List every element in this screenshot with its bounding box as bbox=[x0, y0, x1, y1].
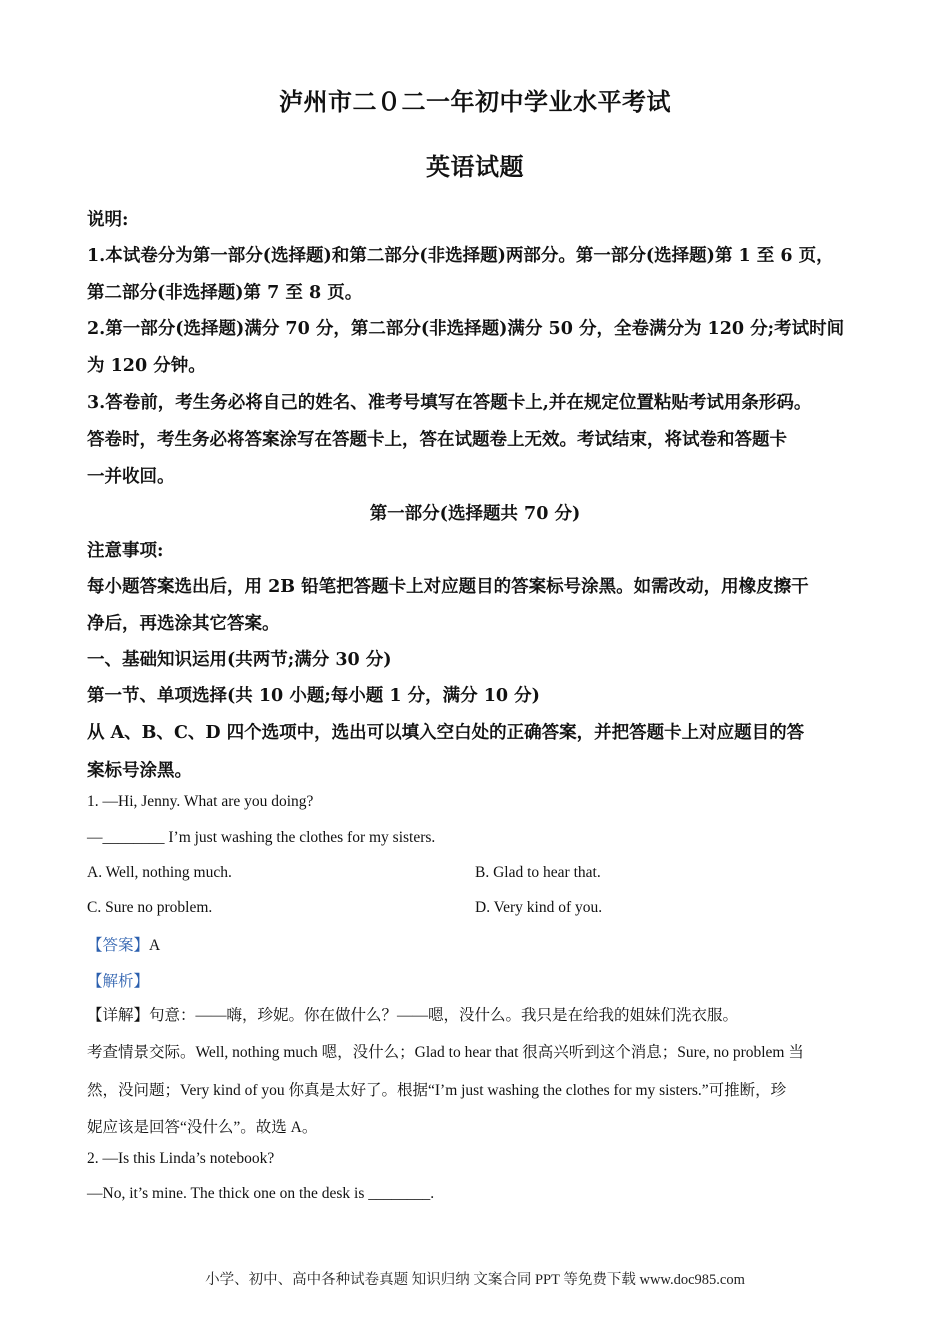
q1-detail bbox=[87, 1003, 867, 1025]
notice-line-1: 每小题答案选出后，用 2B 铅笔把答题卡上对应题目的答案标号涂黑。如需改动，用橡皮擦干 bbox=[87, 577, 809, 597]
instruction-line-6: 答卷时，考生务必将答案涂写在答题卡上，答在试题卷上无效。考试结束，将试卷和答题卡 bbox=[87, 430, 787, 450]
page-footer: 小学、初中、高中各种试卷真题 知识归纳 文案合同 PPT 等免费下载 www.doc985.com bbox=[205, 1272, 745, 1288]
q1-option-d: D. Very kind of you. bbox=[475, 899, 603, 916]
q1-stem-line-2: —________ I’m just washing the clothes for my sisters. bbox=[87, 829, 436, 846]
subsection-heading: 第一节、单项选择(共 10 小题;每小题 1 分，满分 10 分) bbox=[87, 686, 540, 706]
instruction-line-7: 一并收回。 bbox=[87, 467, 175, 487]
notice-line-2: 净后，再选涂其它答案。 bbox=[87, 614, 280, 634]
exam-title: 泸州市二０二一年初中学业水平考试 bbox=[279, 87, 671, 116]
section-heading: 一、基础知识运用(共两节;满分 30 分) bbox=[87, 650, 392, 670]
instruction-line-3: 2.第一部分(选择题)满分 70 分，第二部分(非选择题)满分 50 分，全卷满分为 120 分;考试时间 bbox=[87, 319, 845, 339]
instruction-line-1: 1.本试卷分为第一部分(选择题)和第二部分(非选择题)两部分。第一部分(选择题)第 1 至 6 页， bbox=[87, 246, 834, 266]
q1-option-b: B. Glad to hear that. bbox=[475, 864, 601, 881]
answer-value: A bbox=[149, 937, 161, 954]
q1-explanation-line-3: 妮应该是回答“没什么”。故选 A。 bbox=[87, 1119, 318, 1136]
directions-line-1: 从 A、B、C、D 四个选项中，选出可以填入空白处的正确答案，并把答题卡上对应题目的答 bbox=[87, 723, 805, 743]
q1-explanation-line-2: 然，没问题；Very kind of you 你真是太好了。根据“I’m just washing the clothes for my sisters.”可推断，珍 bbox=[87, 1082, 787, 1099]
q1-answer bbox=[87, 933, 160, 955]
notice-heading: 注意事项: bbox=[87, 541, 164, 561]
directions-line-2: 案标号涂黑。 bbox=[87, 761, 192, 781]
exam-subtitle: 英语试题 bbox=[426, 152, 524, 181]
q1-explanation-line-1: 考查情景交际。Well, nothing much 嗯，没什么；Glad to hear that 很高兴听到这个消息；Sure, no problem 当 bbox=[87, 1044, 804, 1061]
detail-tag: 【详解】 bbox=[87, 1007, 150, 1024]
q1-option-a: A. Well, nothing much. bbox=[87, 864, 232, 881]
q1-stem-line-1: 1. —Hi, Jenny. What are you doing? bbox=[87, 793, 314, 810]
instruction-line-2: 第二部分(非选择题)第 7 至 8 页。 bbox=[87, 283, 363, 303]
q1-option-c: C. Sure no problem. bbox=[87, 899, 213, 916]
instruction-line-4: 为 120 分钟。 bbox=[87, 356, 206, 376]
q2-stem-line-2: —No, it’s mine. The thick one on the desk is ________. bbox=[87, 1185, 435, 1202]
answer-tag: 【答案】 bbox=[87, 937, 150, 954]
q2-stem-line-1: 2. —Is this Linda’s notebook? bbox=[87, 1150, 275, 1167]
detail-text: 句意：——嗨，珍妮。你在做什么？——嗯，没什么。我只是在给我的姐妹们洗衣服。 bbox=[149, 1007, 739, 1024]
analysis-tag: 【解析】 bbox=[87, 973, 150, 990]
instructions-heading: 说明: bbox=[87, 210, 129, 230]
instruction-line-5: 3.答卷前，考生务必将自己的姓名、准考号填写在答题卡上,并在规定位置粘贴考试用条形码。 bbox=[87, 393, 812, 413]
part1-title: 第一部分(选择题共 70 分) bbox=[369, 504, 581, 524]
